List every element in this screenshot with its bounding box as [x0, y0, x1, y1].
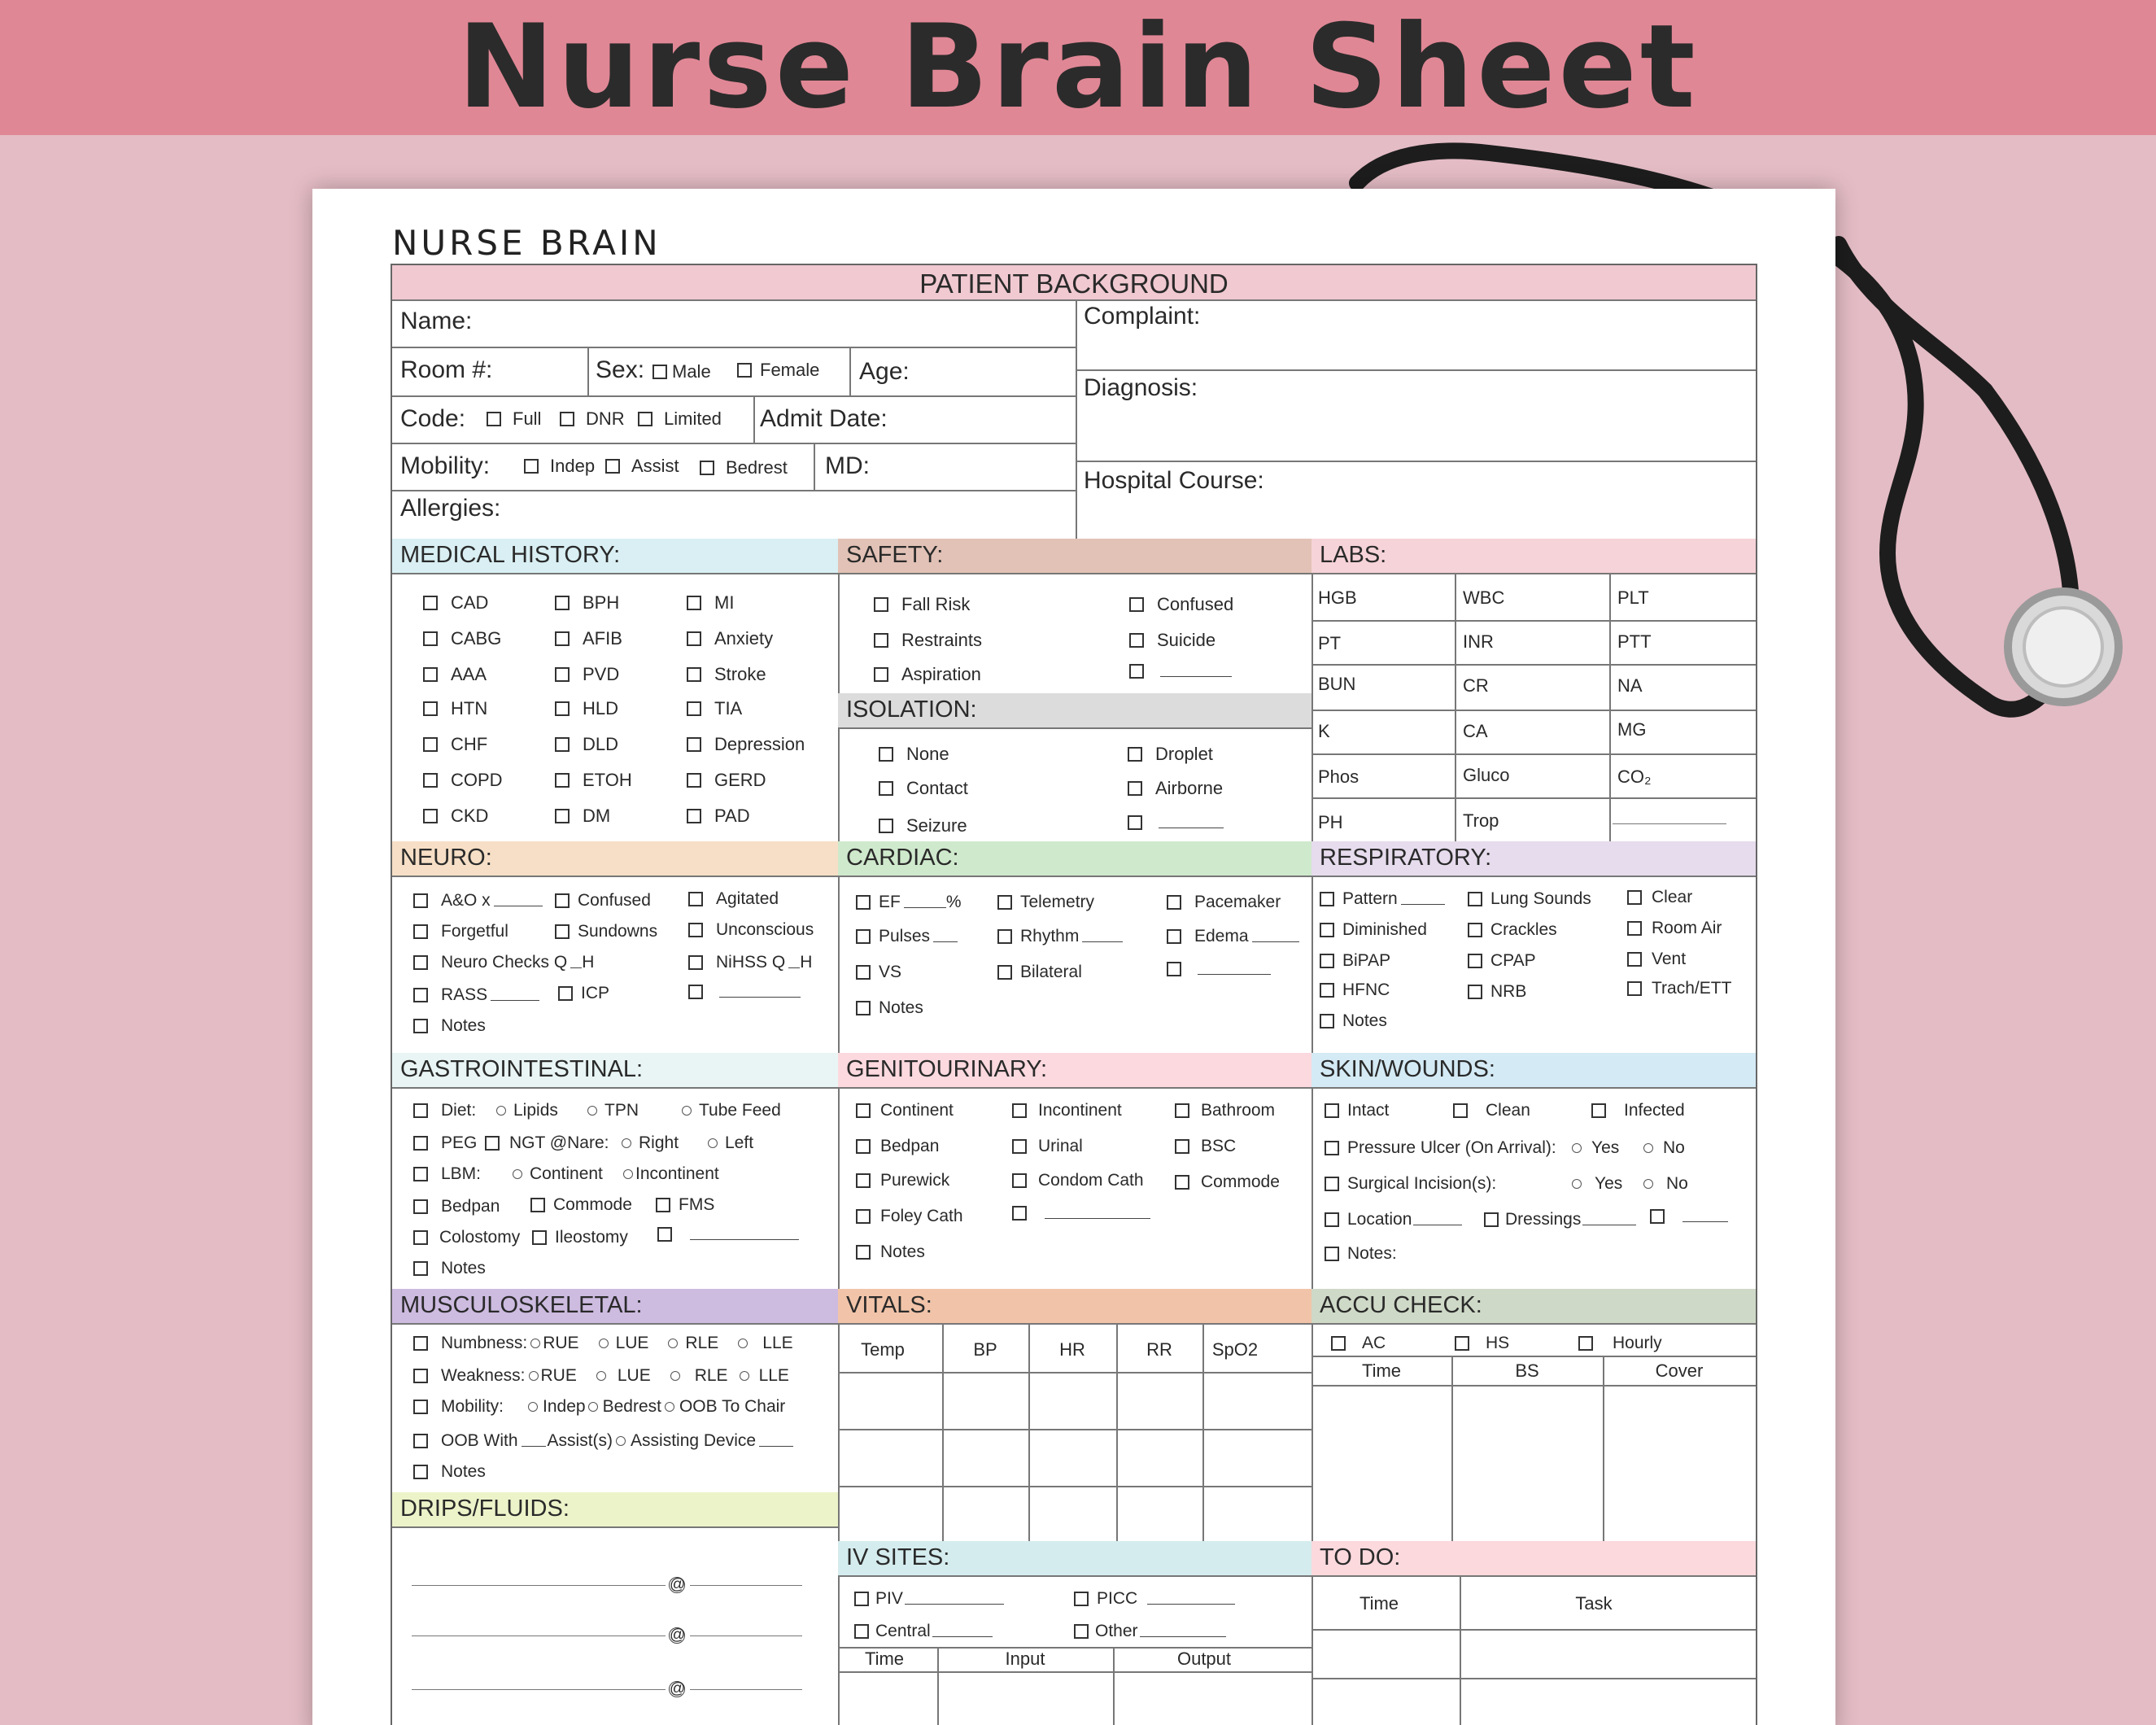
resp-hfnc-checkbox[interactable]: HFNC [1320, 980, 1390, 1001]
lab-plt: PLT [1617, 587, 1649, 608]
sex-male-checkbox[interactable]: Male [652, 361, 711, 382]
neuro-nihss-checkbox[interactable]: NiHSS Q H [688, 952, 812, 973]
msk-notes-checkbox[interactable]: Notes [413, 1461, 486, 1483]
cardiac-section [838, 841, 1311, 1053]
lab-bun: BUN [1318, 674, 1356, 694]
gi-bedpan-checkbox[interactable]: Bedpan [413, 1196, 500, 1217]
mh-mi-checkbox[interactable]: MI [687, 592, 734, 614]
patient-background-section [392, 265, 1759, 539]
skin-infected-checkbox[interactable]: Infected [1591, 1100, 1685, 1121]
cardiac-pacemaker-checkbox[interactable]: Pacemaker [1167, 892, 1281, 913]
skin-wounds-section [1311, 1053, 1756, 1289]
iv-piv-checkbox[interactable]: PIV [854, 1588, 1004, 1609]
mh-cad-checkbox[interactable]: CAD [423, 592, 488, 614]
skin-intact-checkbox[interactable]: Intact [1325, 1100, 1389, 1121]
skin-pressure-no-radio[interactable]: No [1643, 1138, 1685, 1159]
neuro-title: NEURO: [392, 841, 838, 877]
vitals-header-bp: BP [973, 1339, 997, 1360]
iv-header-time: Time [864, 1649, 905, 1669]
cardiac-pulses-checkbox[interactable]: Pulses [856, 926, 958, 947]
gi-right-radio[interactable]: Right [622, 1133, 679, 1154]
lab-wbc: WBC [1463, 587, 1505, 608]
accu-header-bs: BS [1515, 1360, 1539, 1381]
vitals-header-hr: HR [1059, 1339, 1085, 1360]
neuro-forgetful-checkbox[interactable]: Forgetful [413, 921, 508, 942]
document-page [312, 189, 1835, 1725]
neuro-ao-checkbox[interactable]: A&O x [413, 890, 543, 911]
age-label: Age: [859, 358, 910, 385]
lab-hgb: HGB [1318, 587, 1357, 608]
accu-title: ACCU CHECK: [1311, 1289, 1756, 1325]
msk-title: MUSCULOSKELETAL: [392, 1289, 838, 1325]
neuro-rass-checkbox[interactable]: RASS [413, 985, 539, 1006]
mh-depression-checkbox[interactable]: Depression [687, 734, 805, 755]
gi-fms-checkbox[interactable]: FMS [656, 1194, 714, 1216]
skin-pressure-ulcer-checkbox[interactable]: Pressure Ulcer (On Arrival): [1325, 1138, 1556, 1159]
skin-surgical-no-radio[interactable]: No [1643, 1173, 1688, 1194]
gi-other-checkbox[interactable] [657, 1227, 799, 1242]
gu-bedpan-checkbox[interactable]: Bedpan [856, 1136, 939, 1157]
neuro-sundowns-checkbox[interactable]: Sundowns [555, 921, 657, 942]
lab-ptt: PTT [1617, 631, 1652, 652]
gu-incontinent-checkbox[interactable]: Incontinent [1012, 1100, 1122, 1121]
mh-afib-checkbox[interactable]: AFIB [555, 628, 622, 649]
neuro-icp-checkbox[interactable]: ICP [558, 983, 609, 1004]
vitals-header-spo2: SpO2 [1211, 1339, 1259, 1360]
drip-at-3: @ [670, 1680, 686, 1697]
iv-header-output: Output [1176, 1649, 1232, 1669]
mh-ckd-checkbox[interactable]: CKD [423, 806, 488, 827]
room-label: Room #: [400, 356, 493, 383]
lab-ca: CA [1463, 721, 1488, 741]
gi-continent-radio[interactable]: Continent [513, 1164, 603, 1185]
gi-lbm-checkbox[interactable]: LBM: [413, 1164, 481, 1185]
skin-clean-checkbox[interactable]: Clean [1453, 1100, 1530, 1121]
lab-mg: MG [1617, 719, 1647, 740]
name-label: Name: [400, 308, 473, 334]
neuro-confused-checkbox[interactable]: Confused [555, 890, 651, 911]
complaint-label: Complaint: [1084, 303, 1201, 330]
gi-left-radio[interactable]: Left [708, 1133, 753, 1154]
vitals-title: VITALS: [838, 1289, 1311, 1325]
lab-phos: Phos [1318, 766, 1360, 787]
md-label: MD: [825, 452, 870, 479]
admit-date-label: Admit Date: [760, 405, 888, 432]
isolation-title: ISOLATION: [838, 693, 1311, 729]
respiratory-title: RESPIRATORY: [1311, 841, 1756, 877]
gu-urinal-checkbox[interactable]: Urinal [1012, 1136, 1083, 1157]
cardiac-edema-checkbox[interactable]: Edema [1167, 926, 1299, 947]
resp-room-air-checkbox[interactable]: Room Air [1627, 918, 1722, 939]
resp-pattern-checkbox[interactable]: Pattern [1320, 889, 1445, 910]
cardiac-other-checkbox[interactable] [1167, 962, 1271, 976]
cardiac-rhythm-checkbox[interactable]: Rhythm [997, 926, 1123, 947]
gi-ileostomy-checkbox[interactable]: Ileostomy [532, 1227, 628, 1248]
isolation-none-checkbox[interactable]: None [879, 744, 949, 765]
neuro-checks-checkbox[interactable]: Neuro Checks Q H [413, 952, 594, 973]
gu-foley-checkbox[interactable]: Foley Cath [856, 1206, 963, 1227]
lab-co2: CO₂ [1617, 766, 1652, 787]
labs-section [1311, 539, 1756, 841]
todo-title: TO DO: [1311, 1541, 1756, 1577]
mobility-indep-checkbox[interactable]: Indep [524, 456, 595, 477]
safety-other-checkbox[interactable] [1129, 664, 1232, 679]
neuro-unconscious-checkbox[interactable]: Unconscious [688, 919, 814, 941]
medical-history-section [392, 539, 838, 841]
lab-cr: CR [1463, 675, 1489, 696]
brain-sheet [391, 264, 1757, 1725]
neuro-notes-checkbox[interactable]: Notes [413, 1015, 486, 1037]
gu-bathroom-checkbox[interactable]: Bathroom [1175, 1100, 1275, 1121]
gu-bsc-checkbox[interactable]: BSC [1175, 1136, 1236, 1157]
mh-anxiety-checkbox[interactable]: Anxiety [687, 628, 773, 649]
safety-aspiration-checkbox[interactable]: Aspiration [874, 664, 981, 685]
msk-weakness-checkbox[interactable]: Weakness: RUE LUE RLE LLE [413, 1365, 789, 1387]
lab-inr: INR [1463, 631, 1494, 652]
mh-dld-checkbox[interactable]: DLD [555, 734, 618, 755]
iv-title: IV SITES: [838, 1541, 1311, 1577]
neuro-section [392, 841, 838, 1053]
mh-dm-checkbox[interactable]: DM [555, 806, 610, 827]
labs-title: LABS: [1311, 539, 1756, 574]
mh-chf-checkbox[interactable]: CHF [423, 734, 487, 755]
banner-title: Nurse Brain Sheet [457, 0, 1699, 134]
patient-background-title: PATIENT BACKGROUND [392, 265, 1756, 301]
mh-tia-checkbox[interactable]: TIA [687, 698, 742, 719]
lab-na: NA [1617, 675, 1643, 696]
code-full-checkbox[interactable]: Full [487, 408, 541, 430]
mh-pad-checkbox[interactable]: PAD [687, 806, 750, 827]
skin-surgical-yes-radio[interactable]: Yes [1572, 1173, 1622, 1194]
resp-clear-checkbox[interactable]: Clear [1627, 887, 1692, 908]
gi-peg-checkbox[interactable]: PEG [413, 1133, 477, 1154]
sex-female-checkbox[interactable]: Female [737, 360, 819, 381]
gu-other-checkbox[interactable] [1012, 1206, 1150, 1221]
drips-title: DRIPS/FLUIDS: [392, 1492, 838, 1528]
accu-header-time: Time [1361, 1360, 1402, 1381]
lab-k: K [1318, 721, 1330, 741]
todo-header-task: Task [1575, 1593, 1613, 1614]
lab-ph: PH [1318, 812, 1343, 832]
gi-diet-checkbox[interactable]: Diet: [413, 1100, 476, 1121]
respiratory-section [1311, 841, 1756, 1053]
resp-lung-sounds-checkbox[interactable]: Lung Sounds [1468, 889, 1591, 910]
code-label: Code: [400, 405, 466, 432]
mh-cabg-checkbox[interactable]: CABG [423, 628, 501, 649]
lab-pt: PT [1318, 633, 1342, 653]
genitourinary-section [838, 1053, 1311, 1289]
neuro-agitated-checkbox[interactable]: Agitated [688, 889, 779, 910]
accu-hourly-checkbox[interactable]: Hourly [1578, 1333, 1662, 1354]
msk-oob-with-checkbox[interactable]: OOB With Assist(s) Assisting Device [413, 1430, 793, 1452]
msk-mobility-checkbox[interactable]: Mobility: Indep Bedrest OOB To Chair [413, 1396, 785, 1417]
safety-title: SAFETY: [838, 539, 1311, 574]
drip-at-2: @ [670, 1627, 686, 1644]
cardiac-ef-checkbox[interactable]: EF % [856, 892, 962, 913]
vitals-section [838, 1289, 1311, 1541]
gu-purewick-checkbox[interactable]: Purewick [856, 1170, 949, 1191]
gu-continent-checkbox[interactable]: Continent [856, 1100, 954, 1121]
todo-section [1311, 1541, 1756, 1725]
lab-trop: Trop [1463, 810, 1499, 831]
gi-ngt-checkbox[interactable]: NGT @Nare: [485, 1133, 609, 1154]
todo-header-time: Time [1359, 1593, 1399, 1614]
neuro-other-checkbox[interactable] [688, 985, 801, 999]
skin-other-checkbox[interactable] [1650, 1209, 1728, 1224]
accu-check-section [1311, 1289, 1756, 1541]
gi-notes-checkbox[interactable]: Notes [413, 1258, 486, 1279]
gastrointestinal-section [392, 1053, 838, 1289]
lab-gluco: Gluco [1463, 765, 1510, 785]
safety-fall-risk-checkbox[interactable]: Fall Risk [874, 594, 970, 615]
safety-suicide-checkbox[interactable]: Suicide [1129, 630, 1215, 651]
vitals-header-rr: RR [1146, 1339, 1172, 1360]
mh-hld-checkbox[interactable]: HLD [555, 698, 618, 719]
gi-lipids-radio[interactable]: Lipids [496, 1100, 558, 1121]
gi-colostomy-checkbox[interactable]: Colostomy [413, 1227, 520, 1248]
skin-dressings-checkbox[interactable]: Dressings [1484, 1209, 1636, 1230]
isolation-other-checkbox[interactable] [1128, 815, 1224, 830]
mobility-label: Mobility: [400, 452, 491, 479]
skin-pressure-yes-radio[interactable]: Yes [1572, 1138, 1619, 1159]
isolation-contact-checkbox[interactable]: Contact [879, 778, 968, 799]
safety-confused-checkbox[interactable]: Confused [1129, 594, 1233, 615]
accu-header-cover: Cover [1655, 1360, 1704, 1381]
cardiac-vs-checkbox[interactable]: VS [856, 962, 901, 983]
logo: NURSE BRAIN [392, 223, 661, 263]
isolation-section [838, 693, 1311, 841]
gi-tpn-radio[interactable]: TPN [587, 1100, 639, 1121]
isolation-seizure-checkbox[interactable]: Seizure [879, 815, 967, 836]
resp-cpap-checkbox[interactable]: CPAP [1468, 950, 1536, 972]
sex-label: Sex: [596, 356, 645, 383]
mh-stroke-checkbox[interactable]: Stroke [687, 664, 766, 685]
safety-section [838, 539, 1311, 693]
skin-notes-checkbox[interactable]: Notes: [1325, 1243, 1397, 1264]
gi-title: GASTROINTESTINAL: [392, 1053, 838, 1089]
gu-condom-cath-checkbox[interactable]: Condom Cath [1012, 1170, 1144, 1191]
skin-location-checkbox[interactable]: Location [1325, 1209, 1462, 1230]
gi-tube-feed-radio[interactable]: Tube Feed [682, 1100, 781, 1121]
safety-restraints-checkbox[interactable]: Restraints [874, 630, 982, 651]
mobility-bedrest-checkbox[interactable]: Bedrest [700, 457, 788, 478]
isolation-airborne-checkbox[interactable]: Airborne [1128, 778, 1223, 799]
iv-header-input: Input [1005, 1649, 1045, 1669]
resp-trach-checkbox[interactable]: Trach/ETT [1627, 978, 1731, 999]
resp-bipap-checkbox[interactable]: BiPAP [1320, 950, 1390, 972]
allergies-label: Allergies: [400, 495, 501, 522]
iv-sites-section [838, 1541, 1311, 1725]
cardiac-title: CARDIAC: [838, 841, 1311, 877]
mh-aaa-checkbox[interactable]: AAA [423, 664, 487, 685]
musculoskeletal-section [392, 1289, 838, 1492]
diagnosis-label: Diagnosis: [1084, 374, 1198, 401]
gi-incontinent-radio[interactable]: Incontinent [623, 1164, 719, 1185]
cardiac-telemetry-checkbox[interactable]: Telemetry [997, 892, 1094, 913]
iv-central-checkbox[interactable]: Central [854, 1621, 993, 1642]
accu-ac-checkbox[interactable]: AC [1331, 1333, 1386, 1354]
iv-picc-checkbox[interactable]: PICC [1074, 1588, 1235, 1609]
vitals-header-temp: Temp [861, 1339, 905, 1360]
mobility-assist-checkbox[interactable]: Assist [605, 456, 679, 477]
skin-title: SKIN/WOUNDS: [1311, 1053, 1756, 1089]
mh-htn-checkbox[interactable]: HTN [423, 698, 487, 719]
hospital-course-label: Hospital Course: [1084, 467, 1264, 494]
gi-commode-checkbox[interactable]: Commode [530, 1194, 632, 1216]
mh-etoh-checkbox[interactable]: ETOH [555, 770, 632, 791]
drip-at-1: @ [670, 1576, 686, 1593]
isolation-droplet-checkbox[interactable]: Droplet [1128, 744, 1213, 765]
resp-nrb-checkbox[interactable]: NRB [1468, 981, 1526, 1002]
accu-hs-checkbox[interactable]: HS [1455, 1333, 1509, 1354]
resp-crackles-checkbox[interactable]: Crackles [1468, 919, 1557, 941]
code-dnr-checkbox[interactable]: DNR [560, 408, 625, 430]
medical-history-title: MEDICAL HISTORY: [392, 539, 838, 574]
cardiac-bilateral-checkbox[interactable]: Bilateral [997, 962, 1082, 983]
mh-copd-checkbox[interactable]: COPD [423, 770, 503, 791]
gu-title: GENITOURINARY: [838, 1053, 1311, 1089]
mh-gerd-checkbox[interactable]: GERD [687, 770, 766, 791]
resp-notes-checkbox[interactable]: Notes [1320, 1011, 1387, 1032]
resp-vent-checkbox[interactable]: Vent [1627, 949, 1686, 970]
cardiac-notes-checkbox[interactable]: Notes [856, 998, 923, 1019]
mh-pvd-checkbox[interactable]: PVD [555, 664, 619, 685]
iv-other-checkbox[interactable]: Other [1074, 1621, 1226, 1642]
code-limited-checkbox[interactable]: Limited [638, 408, 722, 430]
gu-notes-checkbox[interactable]: Notes [856, 1242, 925, 1263]
gu-commode-checkbox[interactable]: Commode [1175, 1172, 1280, 1193]
msk-numbness-checkbox[interactable]: Numbness: RUE LUE RLE LLE [413, 1333, 793, 1354]
resp-diminished-checkbox[interactable]: Diminished [1320, 919, 1427, 941]
skin-surgical-checkbox[interactable]: Surgical Incision(s): [1325, 1173, 1496, 1194]
mh-bph-checkbox[interactable]: BPH [555, 592, 619, 614]
drips-fluids-section [392, 1492, 838, 1725]
